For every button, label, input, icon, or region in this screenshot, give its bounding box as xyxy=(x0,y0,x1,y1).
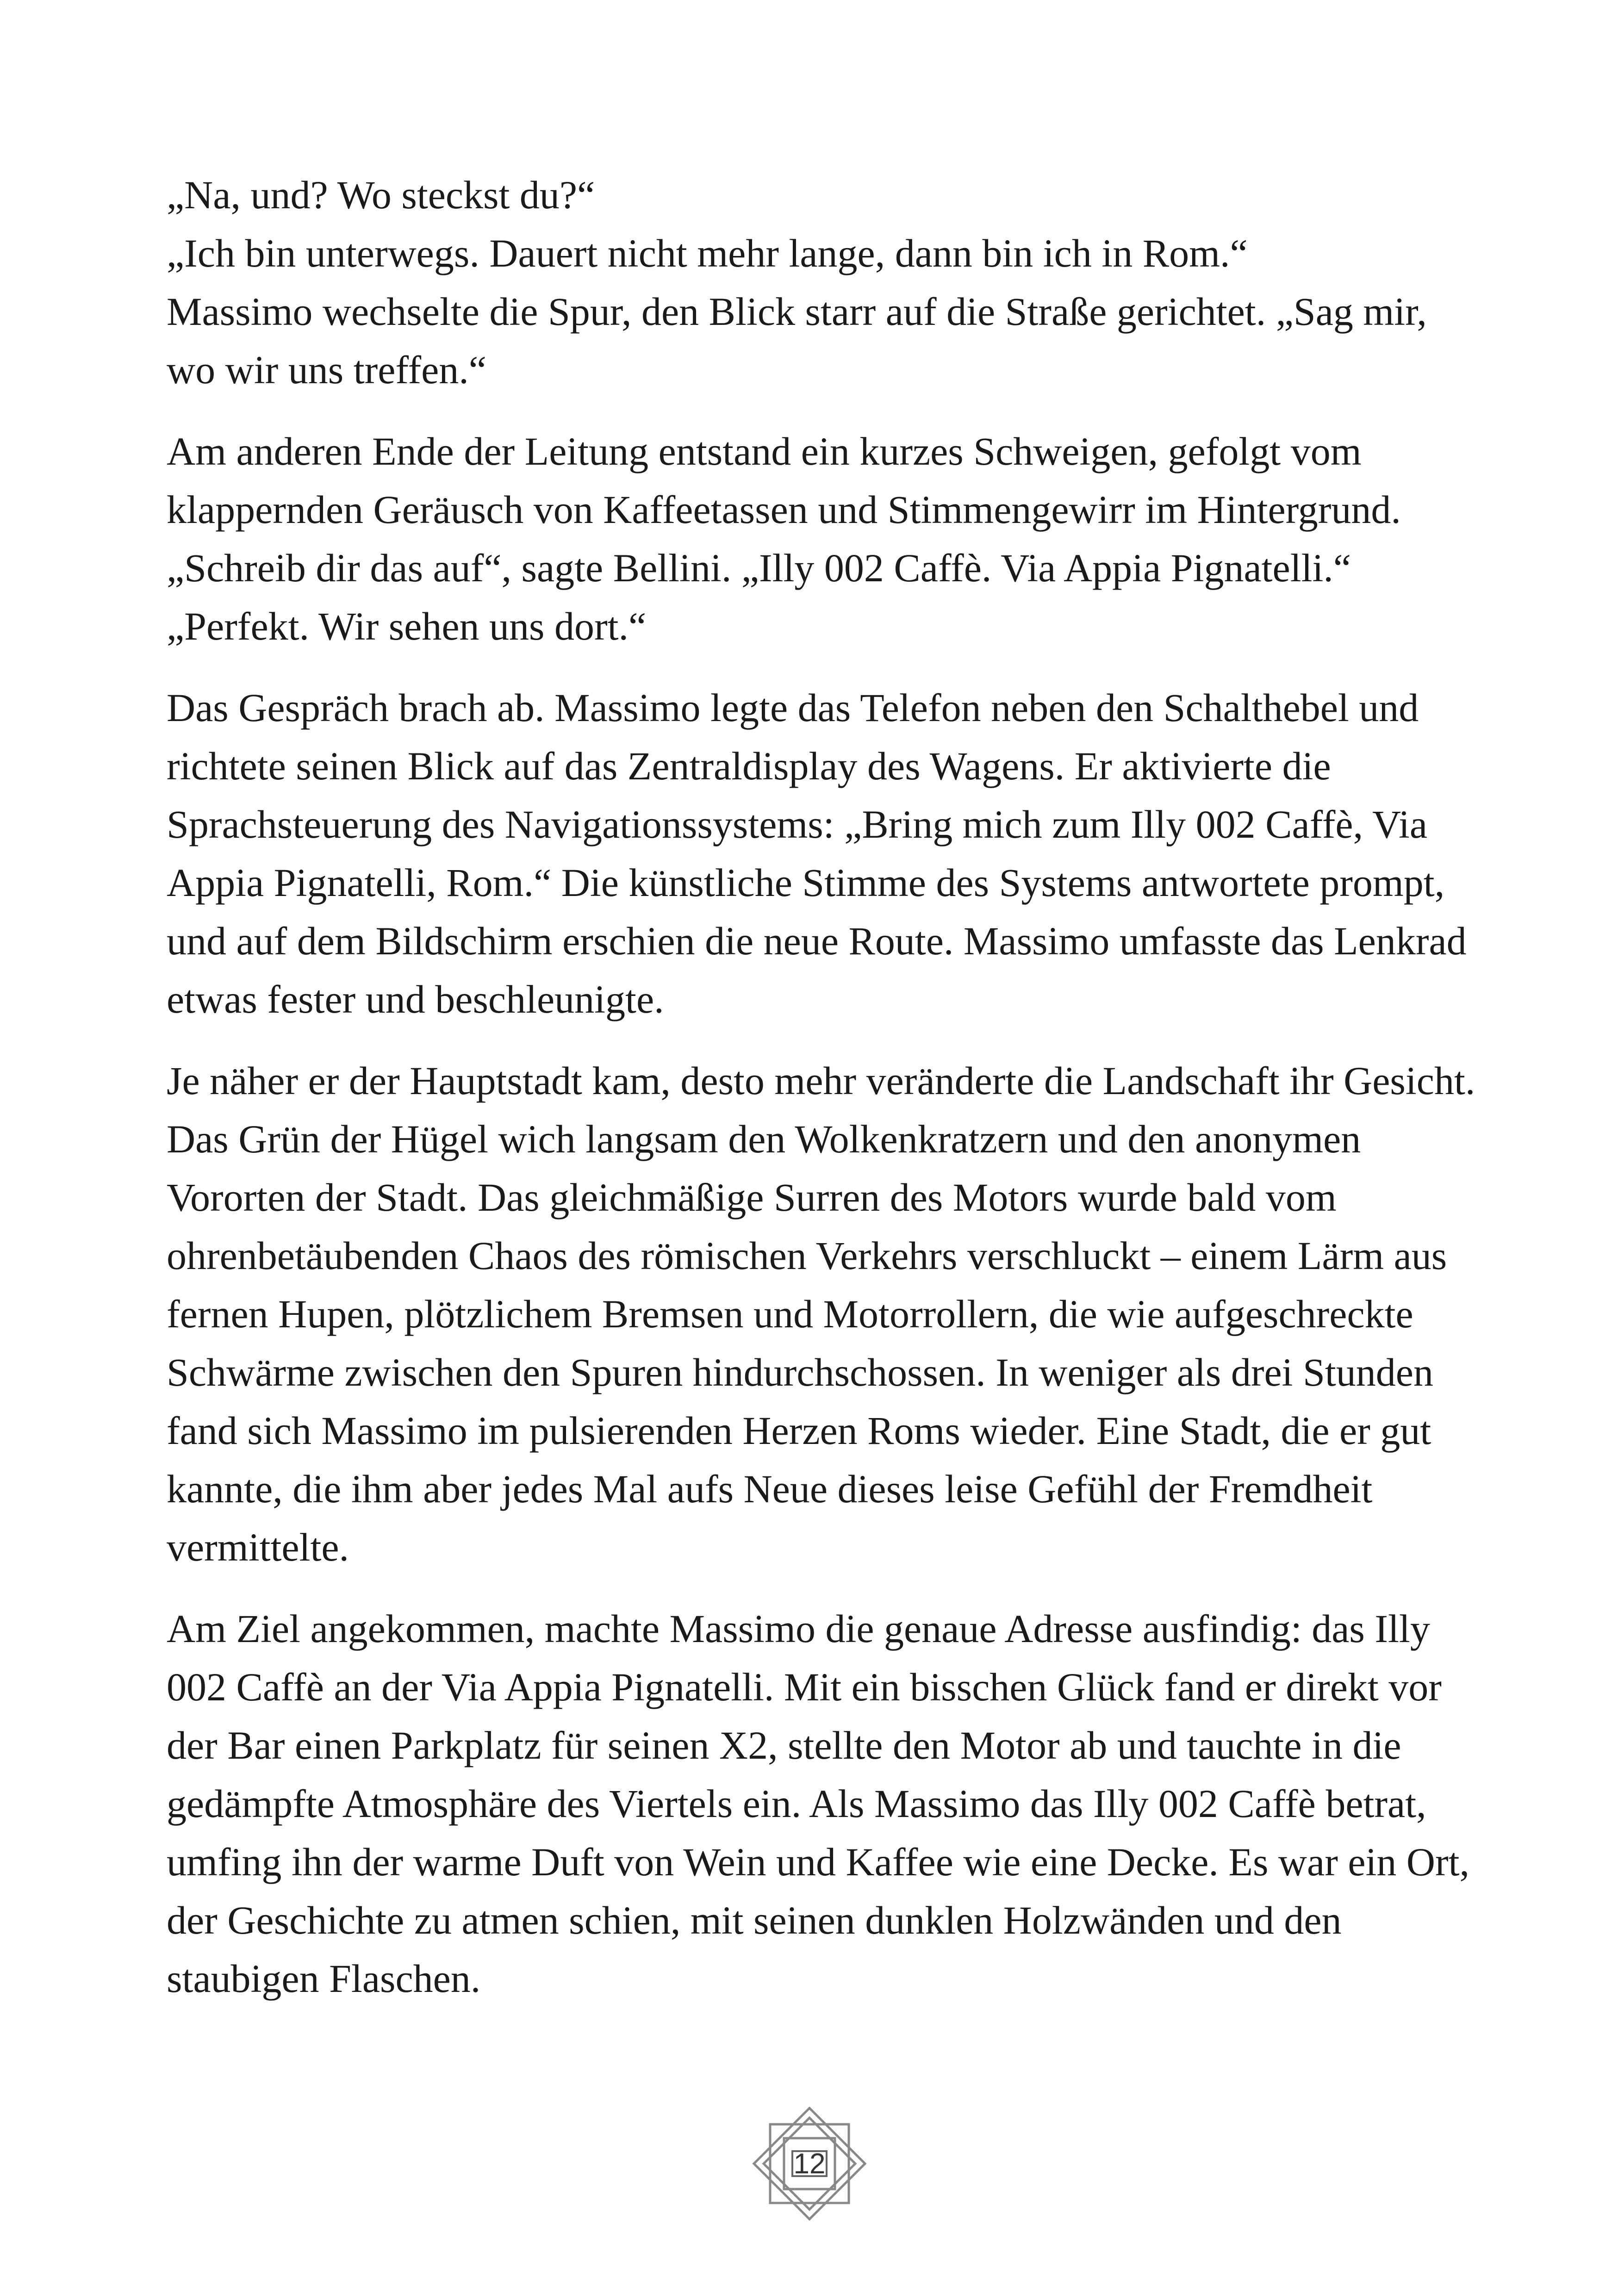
paragraph-2: Am anderen Ende der Leitung entstand ein kurzes Schweigen, gefolgt vom klappernden Geräusch von Kaffeetassen und Stimmengewirr im Hintergrund. „Schreib dir das auf“, sagte Bellini. „Illy 002 Caffè. Via Appia Pignatelli.“ „Perfekt. Wir sehen uns dort.“ xyxy=(167,429,1401,648)
body-text xyxy=(167,166,1476,2031)
page-number-footer xyxy=(738,2092,881,2235)
paragraph-4: Je näher er der Hauptstadt kam, desto mehr veränderte die Landschaft ihr Gesicht. Das Grün der Hügel wich langsam den Wolkenkratzern und den anonymen Vororten der Stadt. Das gleichmäßige Surren des Motors wurde bald vom ohrenbetäubenden Chaos des römischen Verkehrs verschluckt – einem Lärm aus fernen Hupen, plötzlichem Bremsen und Motorrollern, die wie aufgeschreckte Schwärme zwischen den Spuren hindurchschossen. In weniger als drei Stunden fand sich Massimo im pulsierenden Herzen Roms wieder. Eine Stadt, die er gut kannte, die ihm aber jedes Mal aufs Neue dieses leise Gefühl der Fremdheit vermittelte. xyxy=(167,1058,1475,1569)
page-number: 12 xyxy=(793,2147,826,2180)
paragraph-3: Das Gespräch brach ab. Massimo legte das Telefon neben den Schalthebel und richtete seinen Blick auf das Zentraldisplay des Wagens. Er aktivierte die Sprachsteuerung des Navigationssystems: „Bring mich zum Illy 002 Caffè, Via Appia Pignatelli, Rom.“ Die künstliche Stimme des Systems antwortete prompt, und auf dem Bildschirm erschien die neue Route. Massimo umfasste das Lenkrad etwas fester und beschleunigte. xyxy=(167,685,1467,1021)
paragraph-5: Am Ziel angekommen, machte Massimo die genaue Adresse ausfindig: das Illy 002 Caffè an der Via Appia Pignatelli. Mit ein bisschen Glück fand er direkt vor der Bar einen Parkplatz für seinen X2, stellte den Motor ab und tauchte in die gedämpfte Atmosphäre des Viertels ein. Als Massimo das Illy 002 Caffè betrat, umfing ihn der warme Duft von Wein und Kaffee wie eine Decke. Es war ein Ort, der Geschichte zu atmen schien, mit seinen dunklen Holzwänden und den staubigen Flaschen. xyxy=(167,1606,1470,2001)
paragraph-1: „Na, und? Wo steckst du?“ „Ich bin unterwegs. Dauert nicht mehr lange, dann bin ich in Rom.“ Massimo wechselte die Spur, den Blick starr auf die Straße gerichtet. „Sag mir, wo wir uns treffen.“ xyxy=(167,173,1427,392)
